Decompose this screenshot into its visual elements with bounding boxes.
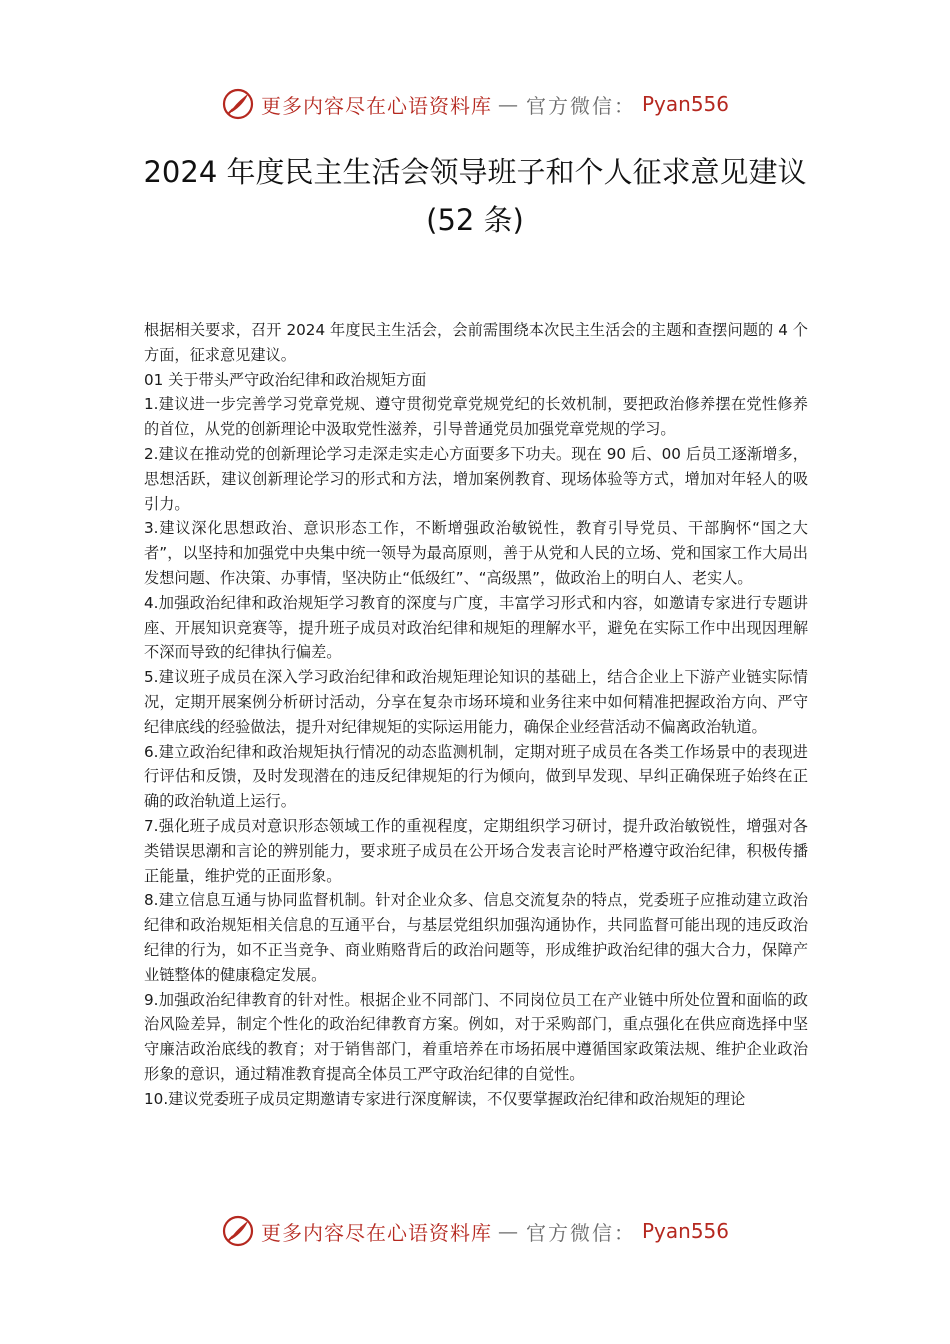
- paragraph: 9.加强政治纪律教育的针对性。根据企业不同部门、不同岗位员工在产业链中所处位置和面临的政治风险差异，制定个性化的政治纪律教育方案。例如，对于采购部门，重点强化在供应商选择中坚守廉洁政治底线的教育；对于销售部门，着重培养在市场拓展中遵循国家政策法规、维护企业政治形象的意识，通过精准教育提高全体员工严守政治纪律的自觉性。: [144, 990, 808, 1083]
- paragraph: 1.建议进一步完善学习党章党规、遵守贯彻党章党规党纪的长效机制，要把政治修养摆在党性修养的首位，从党的创新理论中汲取党性滋养，引导普通党员加强党章党规的学习。: [144, 395, 808, 439]
- quill-logo-icon: [221, 1214, 255, 1248]
- paragraph: 根据相关要求，召开 2024 年度民主生活会，会前需围绕本次民主生活会的主题和查摆问题的 4 个方面，征求意见建议。: [144, 321, 808, 364]
- paragraph: 8.建立信息互通与协同监督机制。针对企业众多、信息交流复杂的特点，党委班子应推动建立政治纪律和政治规矩相关信息的互通平台，与基层党组织加强沟通协作，共同监督可能出现的违反政治纪律的行为，如不正当竞争、商业贿赂背后的政治问题等，形成维护政治纪律的强大合力，保障产业链整体的健康稳定发展。: [144, 891, 808, 984]
- watermark-footer: [0, 1209, 950, 1253]
- watermark-header: [0, 82, 950, 126]
- paragraph: 5.建议班子成员在深入学习政治纪律和政治规矩理论知识的基础上，结合企业上下游产业链实际情况，定期开展案例分析研讨活动，分享在复杂市场环境和业务往来中如何精准把握政治方向、严守纪律底线的经验做法，提升对纪律规矩的实际运用能力，确保企业经营活动不偏离政治轨道。: [144, 668, 808, 736]
- watermark-dash: —: [497, 92, 520, 116]
- quill-logo-icon: [221, 87, 255, 121]
- document-title: [0, 148, 950, 244]
- watermark-text: 更多内容尽在心语资料库: [260, 1220, 492, 1245]
- title-line-1: 2024 年度民主生活会领导班子和个人征求意见建议: [143, 155, 807, 189]
- title-line-2: (52 条): [426, 203, 524, 237]
- document-body: [144, 318, 808, 1112]
- watermark-id: Pyan556: [641, 1219, 729, 1243]
- paragraph: 4.加强政治纪律和政治规矩学习教育的深度与广度，丰富学习形式和内容，如邀请专家进行专题讲座、开展知识竞赛等，提升班子成员对政治纪律和规矩的理解水平，避免在实际工作中出现因理解不深而导致的纪律执行偏差。: [144, 593, 808, 662]
- paragraph: 3.建议深化思想政治、意识形态工作，不断增强政治敏锐性，教育引导党员、干部胸怀“国之大者”，以坚持和加强党中央集中统一领导为最高原则，善于从党和人民的立场、党和国家工作大局出发想问题、作决策、办事情，坚决防止“低级红”、“高级黑”，做政治上的明白人、老实人。: [144, 519, 808, 587]
- paragraph: 7.强化班子成员对意识形态领域工作的重视程度，定期组织学习研讨，提升政治敏锐性，增强对各类错误思潮和言论的辨别能力，要求班子成员在公开场合发表言论时严格遵守政治纪律，积极传播正能量，维护党的正面形象。: [144, 816, 808, 885]
- watermark-suffix: 官方微信：: [525, 1220, 636, 1245]
- watermark-id: Pyan556: [641, 92, 729, 116]
- watermark-dash: —: [497, 1219, 520, 1243]
- section-heading: 01 关于带头严守政治纪律和政治规矩方面: [144, 370, 427, 389]
- paragraph: 2.建议在推动党的创新理论学习走深走实走心方面要多下功夫。现在 90 后、00 后员工逐渐增多，思想活跃，建议创新理论学习的形式和方法，增加案例教育、现场体验等方式，增加对年轻人的吸引力。: [144, 444, 808, 513]
- watermark-suffix: 官方微信：: [525, 93, 636, 118]
- paragraph: 6.建立政治纪律和政治规矩执行情况的动态监测机制，定期对班子成员在各类工作场景中的表现进行评估和反馈，及时发现潜在的违反纪律规矩的行为倾向，做到早发现、早纠正确保班子始终在正确的政治轨道上运行。: [144, 742, 808, 811]
- watermark-text: 更多内容尽在心语资料库: [260, 93, 492, 118]
- paragraph: 10.建议党委班子成员定期邀请专家进行深度解读，不仅要掌握政治纪律和政治规矩的理论: [144, 1089, 746, 1108]
